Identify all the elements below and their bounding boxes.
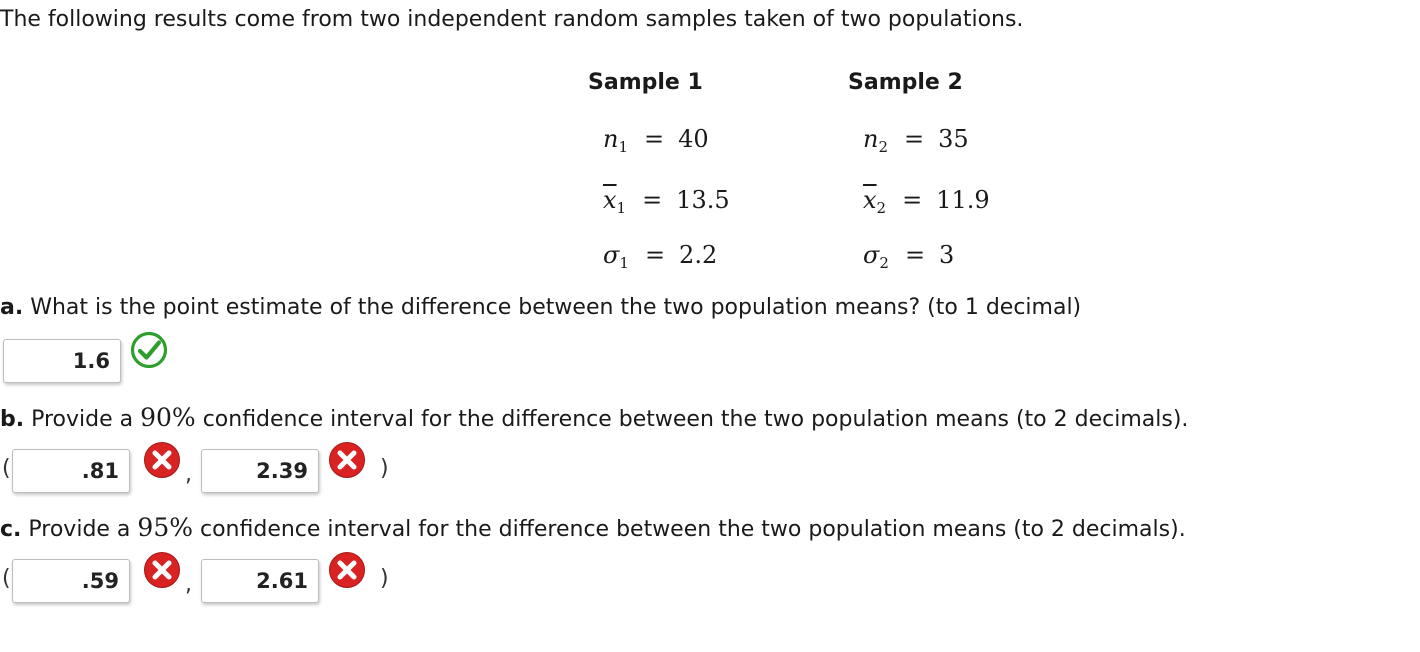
part-a-question: a. What is the point estimate of the difference between the two population means? (to 1 decimal)	[0, 295, 1082, 320]
part-b-percent: 90%	[140, 403, 196, 432]
check-circle-icon	[130, 331, 168, 369]
sigma1-value: $\sigma_1 = 2.2$	[603, 241, 718, 272]
part-b-question: b. Provide a 90% confidence interval for the difference between the two population means (to 2 decimals).	[0, 403, 1189, 432]
x-circle-icon	[328, 441, 366, 479]
part-b-comma: ,	[185, 462, 192, 487]
part-c-label: c.	[0, 517, 22, 542]
part-c-lower-input[interactable]: .59	[12, 559, 130, 603]
part-b-label: b.	[0, 407, 25, 432]
part-b-open-paren: (	[2, 456, 11, 481]
intro-text: The following results come from two independent random samples taken of two populations.	[0, 7, 1024, 32]
part-b-upper-input[interactable]: 2.39	[201, 449, 319, 493]
part-c-percent: 95%	[137, 513, 193, 542]
part-c-comma: ,	[185, 572, 192, 597]
part-c-question: c. Provide a 95% confidence interval for the difference between the two population means (to 2 decimals).	[0, 513, 1186, 542]
part-b-close-paren: )	[380, 456, 389, 481]
x-circle-icon	[143, 441, 181, 479]
sample2-header: Sample 2	[848, 70, 963, 95]
sigma2-value: $\sigma_2 = 3$	[863, 241, 955, 272]
part-c-open-paren: (	[2, 566, 11, 591]
part-c-upper-input[interactable]: 2.61	[201, 559, 319, 603]
x-circle-icon	[328, 551, 366, 589]
sample1-header: Sample 1	[588, 70, 703, 95]
part-c-close-paren: )	[380, 566, 389, 591]
n1-value: $n_1 = 40$	[603, 125, 709, 156]
part-a-answer-input[interactable]: 1.6	[3, 339, 121, 383]
xbar1-value: $\overline{x}_1 = 13.5$	[603, 186, 730, 217]
x-circle-icon	[143, 551, 181, 589]
part-b-lower-input[interactable]: .81	[12, 449, 130, 493]
n2-value: $n_2 = 35$	[863, 125, 969, 156]
xbar2-value: $\overline{x}_2 = 11.9$	[863, 186, 990, 217]
part-a-label: a.	[0, 295, 24, 320]
